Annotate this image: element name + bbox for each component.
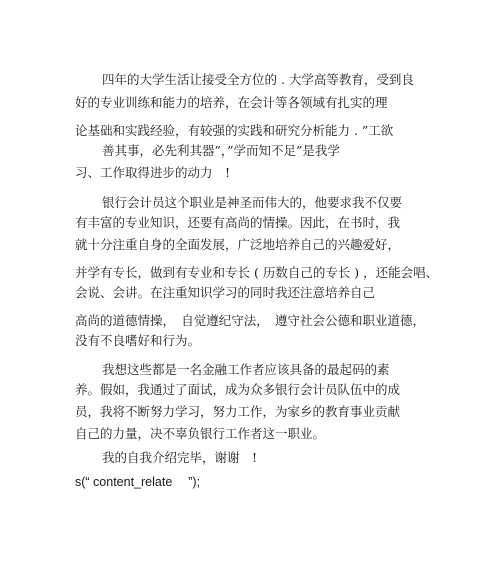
code-line: s(“ content_relate ”); <box>75 475 201 489</box>
paragraph-3-line-4: 自己的力量，决不辜负银行工作者这一职业。 <box>75 426 326 441</box>
paragraph-1-line-3: 论基础和实践经验，有较强的实践和研究分析能力 . ”工欲 <box>75 123 394 138</box>
paragraph-2-line-4: 并学有专长，做到有专业和专长 ( 历数自己的专长 ) ，还能会唱、 <box>75 265 439 280</box>
paragraph-1-line-4: 善其事，必先利其器”，”学而知不足”是我学 <box>102 143 340 158</box>
paragraph-3-line-2: 养。假如，我通过了面试，成为众多银行会计员队伍中的成 <box>75 382 401 397</box>
paragraph-1-line-1: 四年的大学生活让接受全方位的 . 大学高等教育，受到良 <box>102 72 414 87</box>
paragraph-2-line-3: 就十分注重自身的全面发展，广泛地培养自己的兴趣爱好， <box>75 237 401 252</box>
paragraph-2-line-1: 银行会计员这个职业是神圣而伟大的，他要求我不仅要 <box>102 195 403 210</box>
paragraph-2-line-6: 高尚的道德情操， 自觉遵纪守法， 遵守社会公德和职业道德， <box>75 313 426 328</box>
paragraph-1-line-5: 习、工作取得进步的动力 ! <box>75 165 231 180</box>
paragraph-2-line-2: 有丰富的专业知识，还要有高尚的情操。因此，在书时，我 <box>75 215 401 230</box>
paragraph-2-line-7: 没有不良嗜好和行为。 <box>75 333 201 348</box>
paragraph-2-line-5: 会说、会讲。在注重知识学习的同时我还注意培养自己 <box>75 285 376 300</box>
paragraph-1-line-2: 好的专业训练和能力的培养，在会计等各领域有扎实的理 <box>75 95 388 110</box>
closing-line: 我的自我介绍完毕，谢谢 ! <box>102 450 258 465</box>
paragraph-3-line-1: 我想这些都是一名金融工作者应该具备的最起码的素 <box>102 362 390 377</box>
paragraph-3-line-3: 员，我将不断努力学习，努力工作，为家乡的教育事业贡献 <box>75 404 401 419</box>
